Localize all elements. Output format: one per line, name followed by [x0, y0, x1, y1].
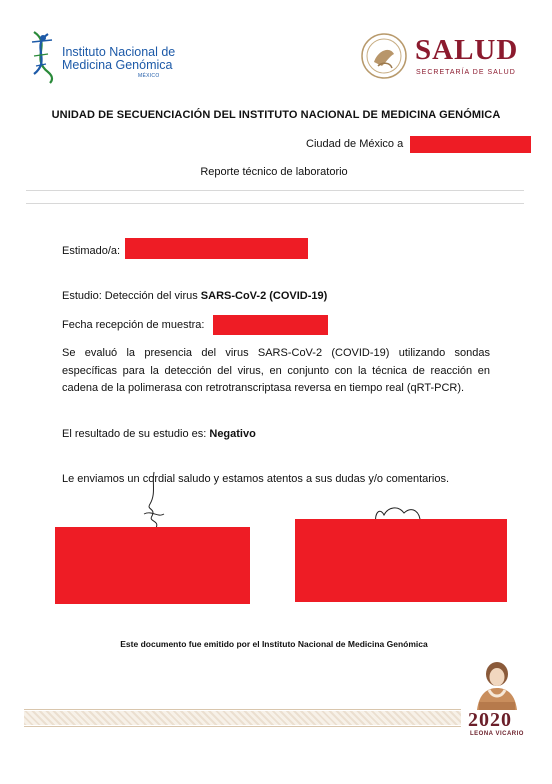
- badge-name: LEONA VICARIO: [470, 731, 524, 737]
- inmegen-name-line1: Instituto Nacional de: [62, 45, 176, 59]
- sample-date-label: Fecha recepción de muestra:: [62, 319, 205, 331]
- badge-year: 2020: [468, 709, 512, 731]
- study-line: [62, 290, 327, 302]
- salud-logo: [360, 32, 530, 84]
- closing-text: Le enviamos un cordial saludo y estamos atentos a sus dudas y/o comentarios.: [62, 473, 450, 485]
- divider: [26, 203, 524, 204]
- leona-vicario-badge: [462, 660, 532, 740]
- decorative-line: [24, 726, 461, 727]
- mexican-coat-of-arms-icon: [360, 32, 408, 80]
- redacted-signature-right: [295, 519, 507, 602]
- decorative-line: [24, 709, 461, 710]
- inmegen-name-line2: Medicina Genómica: [62, 58, 173, 72]
- inmegen-logo: [26, 28, 176, 88]
- leona-vicario-portrait-icon: [469, 660, 525, 710]
- result-value: Negativo: [209, 428, 256, 440]
- footer-note: Este documento fue emitido por el Instituto Nacional de Medicina Genómica: [120, 639, 428, 649]
- result-label: El resultado de su estudio es:: [62, 428, 210, 440]
- document-heading: UNIDAD DE SECUENCIACIÓN DEL INSTITUTO NACIONAL DE MEDICINA GENÓMICA: [51, 109, 501, 121]
- divider: [26, 190, 524, 191]
- redacted-signature-left: [55, 527, 250, 604]
- redacted-sample-date: [213, 315, 328, 335]
- dna-helix-icon: [26, 28, 62, 84]
- result-line: [62, 428, 256, 440]
- redacted-date: [410, 136, 531, 153]
- study-value: SARS-CoV-2 (COVID-19): [200, 290, 328, 302]
- signature-left: [126, 470, 186, 530]
- salud-subtitle: SECRETARÍA DE SALUD: [416, 69, 516, 76]
- study-label: Estudio: Detección del virus: [62, 290, 201, 302]
- greeting-label: Estimado/a:: [62, 245, 121, 257]
- salud-word: SALUD: [415, 34, 519, 66]
- redacted-patient-name: [125, 238, 308, 259]
- decorative-band: [24, 711, 461, 725]
- city-date-label: Ciudad de México a: [306, 138, 404, 150]
- inmegen-country: MÉXICO: [138, 73, 160, 79]
- description-paragraph: Se evaluó la presencia del virus SARS-CoV-2 (COVID-19) utilizando sondas específicas para la detección del virus, en conjunto con la técnica de reacción en cadena de la polimerasa con retrotranscriptasa reversa en tiempo real (qRT-PCR).: [62, 347, 490, 394]
- report-title: Reporte técnico de laboratorio: [200, 166, 348, 178]
